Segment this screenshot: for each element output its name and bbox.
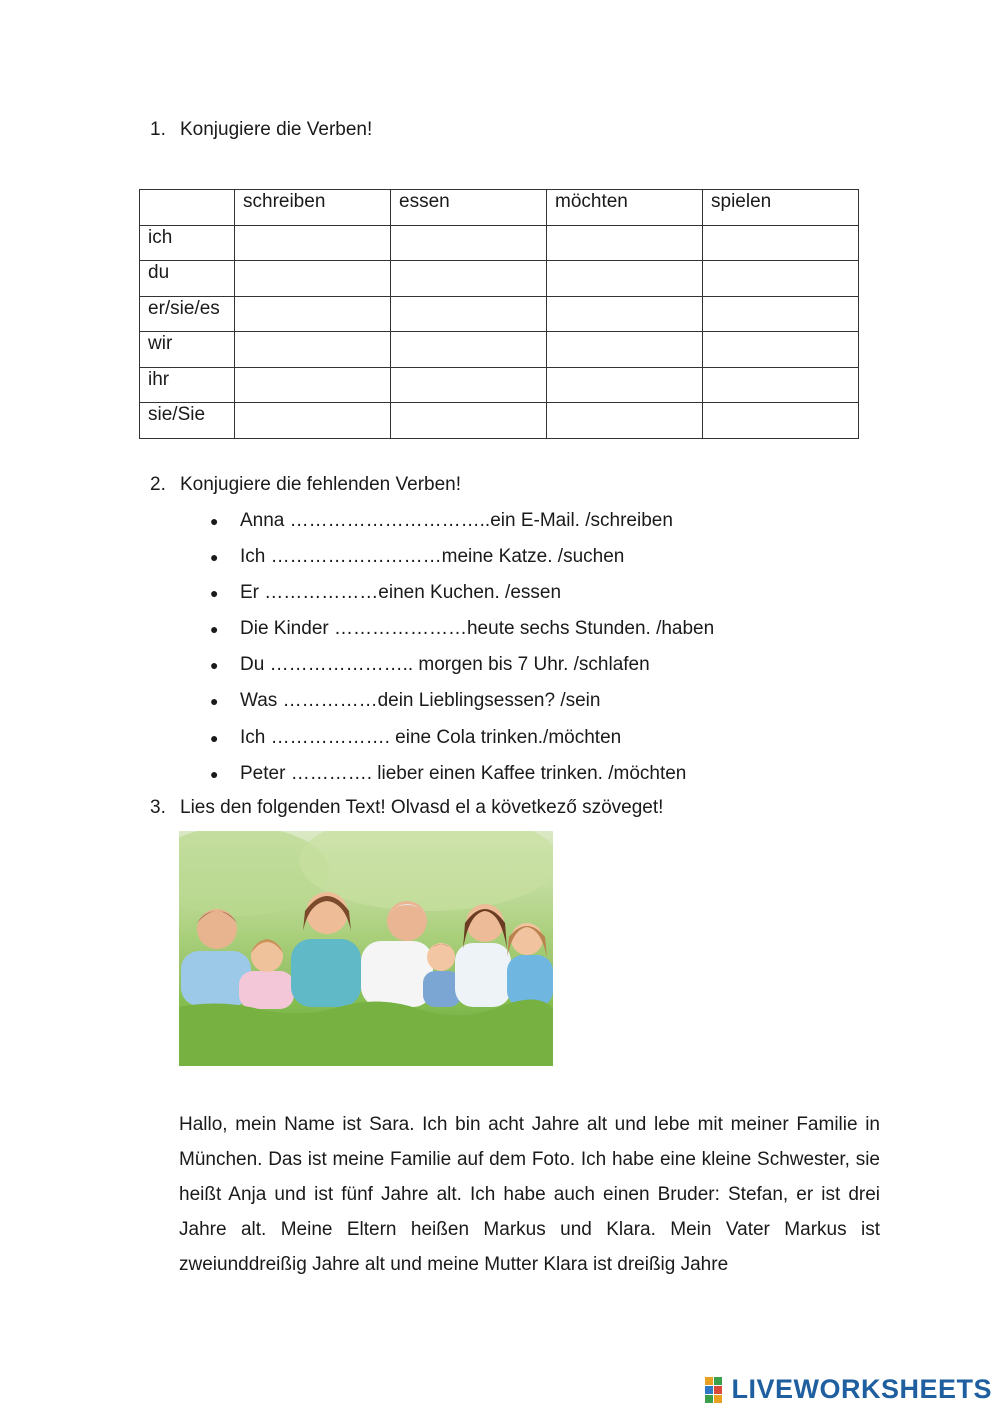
table-header-cell: möchten (547, 190, 703, 226)
bullet-icon: ● (210, 549, 219, 566)
table-row (140, 403, 859, 439)
section1-title: Konjugiere die Verben! (180, 119, 373, 140)
table-row (140, 296, 859, 332)
section2-number: 2. (150, 474, 166, 495)
answer-cell[interactable] (703, 296, 859, 332)
table-header-cell: spielen (703, 190, 859, 226)
answer-cell[interactable] (703, 403, 859, 439)
exercise-list (210, 509, 714, 798)
bullet-icon: ● (210, 513, 219, 529)
pronoun-cell: du (140, 261, 235, 297)
table-header-row (140, 190, 859, 226)
list-item (210, 509, 714, 545)
bullet-icon: ● (210, 729, 219, 746)
pronoun-cell: er/sie/es (140, 296, 235, 332)
answer-cell[interactable] (547, 367, 703, 403)
logo-text: LIVEWORKSHEETS (731, 1374, 992, 1404)
list-item (210, 545, 714, 581)
exercise-sentence: Ich ………………. eine Cola trinken./möchten (240, 726, 622, 748)
family-photo (179, 831, 553, 1066)
exercise-sentence: Du ………………….. morgen bis 7 Uhr. /schlafen (240, 654, 650, 676)
exercise-sentence: Anna …………………………..ein E-Mail. /schreiben (240, 510, 673, 531)
answer-cell[interactable] (235, 296, 391, 332)
pronoun-cell: sie/Sie (140, 403, 235, 439)
exercise-sentence: Peter …………. lieber einen Kaffee trinken. /möchten (240, 762, 687, 784)
answer-cell[interactable] (703, 261, 859, 297)
bullet-icon: ● (210, 621, 219, 638)
answer-cell[interactable] (391, 403, 547, 439)
section1-heading (150, 119, 372, 141)
list-item (210, 653, 714, 689)
pronoun-cell: ich (140, 225, 235, 261)
section1-number: 1. (150, 119, 166, 140)
exercise-sentence: Was ……………dein Lieblingsessen? /sein (240, 690, 601, 712)
answer-cell[interactable] (547, 332, 703, 368)
logo-icon (705, 1377, 731, 1403)
exercise-sentence: Ich ………………………meine Katze. /suchen (240, 546, 625, 568)
answer-cell[interactable] (391, 332, 547, 368)
answer-cell[interactable] (391, 296, 547, 332)
bullet-icon: ● (210, 657, 219, 674)
answer-cell[interactable] (547, 403, 703, 439)
bullet-icon: ● (210, 585, 219, 602)
table-row (140, 261, 859, 297)
bullet-icon: ● (210, 693, 219, 710)
answer-cell[interactable] (235, 332, 391, 368)
answer-cell[interactable] (391, 367, 547, 403)
section3-number: 3. (150, 797, 166, 818)
table-row (140, 367, 859, 403)
answer-cell[interactable] (391, 261, 547, 297)
answer-cell[interactable] (235, 367, 391, 403)
answer-cell[interactable] (703, 225, 859, 261)
pronoun-cell: ihr (140, 367, 235, 403)
section3-heading (150, 797, 663, 819)
answer-cell[interactable] (703, 332, 859, 368)
section3-title: Lies den folgenden Text! Olvasd el a következő szöveget! (180, 797, 664, 818)
liveworksheets-logo (705, 1374, 992, 1405)
answer-cell[interactable] (235, 403, 391, 439)
list-item (210, 581, 714, 617)
answer-cell[interactable] (235, 261, 391, 297)
exercise-sentence: Die Kinder …………………heute sechs Stunden. /haben (240, 618, 715, 640)
bullet-icon: ● (210, 765, 219, 782)
list-item (210, 617, 714, 653)
table-row (140, 225, 859, 261)
table-header-cell (140, 190, 235, 226)
conjugation-table (139, 189, 859, 439)
pronoun-cell: wir (140, 332, 235, 368)
answer-cell[interactable] (703, 367, 859, 403)
list-item (210, 762, 714, 798)
table-header-cell: essen (391, 190, 547, 226)
family-photo-illustration (179, 831, 553, 1066)
table-row (140, 332, 859, 368)
list-item (210, 726, 714, 762)
answer-cell[interactable] (235, 225, 391, 261)
answer-cell[interactable] (547, 261, 703, 297)
section2-heading (150, 474, 461, 496)
exercise-sentence: Er ………………einen Kuchen. /essen (240, 582, 562, 604)
answer-cell[interactable] (391, 225, 547, 261)
section2-title: Konjugiere die fehlenden Verben! (180, 474, 462, 495)
reading-text: Hallo, mein Name ist Sara. Ich bin acht Jahre alt und lebe mit meiner Familie in München. Das ist meine Familie auf dem Foto. Ich habe eine kleine Schwester, sie heißt Anja und ist fünf Jahre alt. Ich habe auch einen Bruder: Stefan, er ist drei Jahre alt. Meine Eltern heißen Markus und Klara. Mein Vater Markus ist zweiunddreißig Jahre alt und meine Mutter Klara ist dreißig Jahre (179, 1114, 880, 1275)
answer-cell[interactable] (547, 225, 703, 261)
table-header-cell: schreiben (235, 190, 391, 226)
list-item (210, 689, 714, 725)
answer-cell[interactable] (547, 296, 703, 332)
